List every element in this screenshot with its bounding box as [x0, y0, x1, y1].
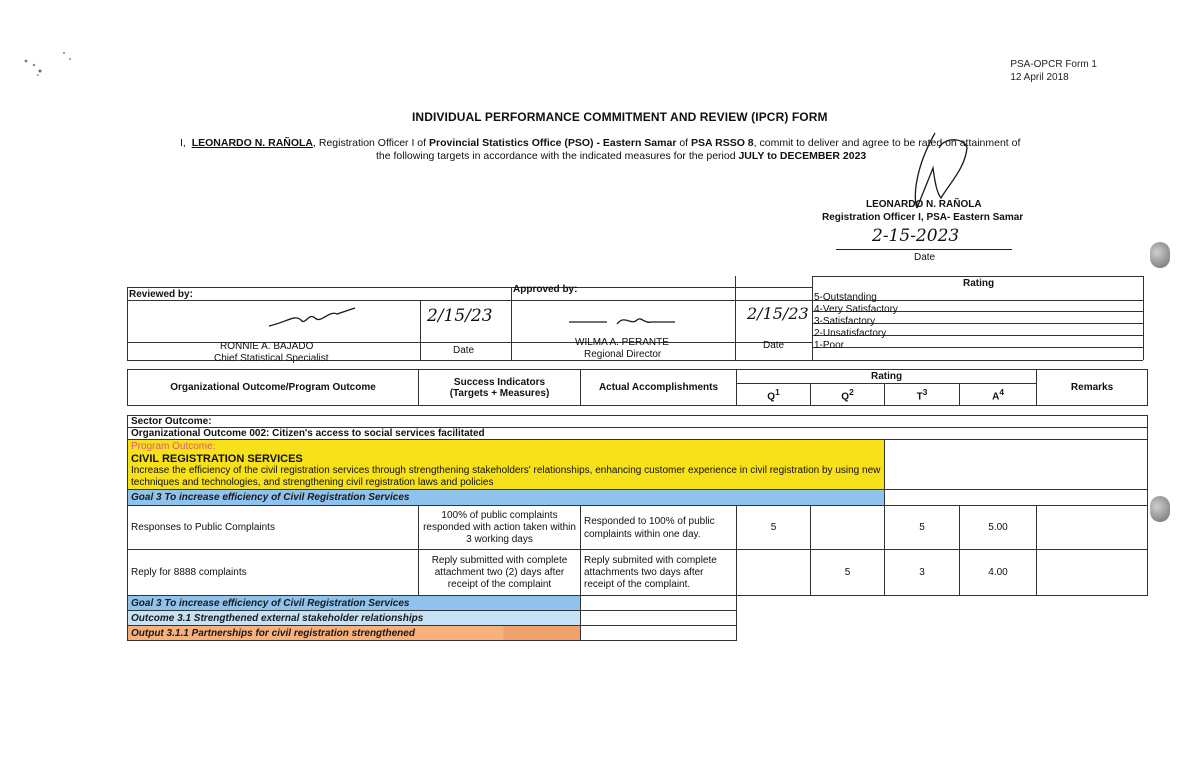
table-row: [128, 550, 1148, 596]
outcome-empty-a: [581, 611, 737, 626]
row-indicator: 100% of public complaints responded with action taken within 3 working days: [419, 506, 581, 550]
header-a4: [960, 384, 1037, 406]
rule: [420, 300, 421, 360]
row-actual: Responded to 100% of public complaints within one day.: [581, 506, 737, 550]
approver-title: Regional Director: [584, 349, 662, 360]
rule: [1143, 276, 1144, 360]
page-title: INDIVIDUAL PERFORMANCE COMMITMENT AND REVIEW (IPCR) FORM: [412, 110, 828, 124]
header-rating: Rating: [737, 370, 1037, 384]
table-row: [128, 506, 1148, 550]
org-outcome-row: [128, 428, 1148, 440]
signatory-name: LEONARDO N. RAÑOLA: [866, 199, 982, 210]
goal-row-2: [128, 596, 1148, 611]
outcome-row: [128, 611, 1148, 626]
outcome-empty-b: [737, 611, 1148, 626]
rule: [511, 287, 512, 360]
output-label: Output 3.1.1 Partnerships for civil registration strengthened: [128, 626, 581, 641]
reviewed-by-label: Reviewed by:: [129, 289, 193, 300]
rule: [735, 276, 736, 360]
rating-scale-3: 3-Satisfactory: [814, 316, 876, 327]
review-approval-table: [127, 276, 1143, 364]
row-outcome: Responses to Public Complaints: [128, 506, 419, 550]
rule: [812, 276, 813, 360]
signature-line: [836, 249, 1012, 250]
rating-scale-2: 2-Unsatisfactory: [814, 328, 887, 339]
row-t3: 5: [885, 506, 960, 550]
rating-scale-1: 1-Poor: [814, 340, 845, 351]
approval-date-handwritten: 2/15/23: [747, 304, 809, 323]
spacer-row: [128, 406, 1148, 416]
rating-scale-4: 4-Very Satisfactory: [814, 304, 898, 315]
reviewer-name: RONNIE A. BAJADO: [220, 341, 314, 352]
form-number-code: PSA-OPCR Form 1: [1010, 59, 1097, 70]
sector-outcome: Sector Outcome:: [128, 416, 1148, 428]
goal-row: [128, 490, 1148, 506]
header-q1-letter: Q: [767, 391, 776, 403]
outcome-label: Outcome 3.1 Strengthened external stakeholder relationships: [128, 611, 581, 626]
row-q2: 5: [811, 550, 885, 596]
approver-name: WILMA A. PERANTE: [575, 337, 669, 348]
punch-hole: [1150, 496, 1170, 522]
commitment-text-b: of: [679, 137, 689, 149]
header-q2-sup: 2: [849, 386, 854, 397]
employee-name: LEONARDO N. RAÑOLA: [191, 137, 314, 149]
rule: [812, 347, 1143, 348]
header-success-indicators-line2: (Targets + Measures): [449, 387, 550, 399]
commitment-text-c: , commit to deliver and agree to be rated on attainment of: [753, 137, 1021, 149]
sector-outcome-row: [128, 416, 1148, 428]
output-empty-b: [737, 626, 1148, 641]
rule: [812, 276, 1143, 277]
header-success-indicators: [419, 370, 581, 406]
signatory-date-handwritten: 2-15-2023: [872, 226, 960, 246]
goal-2-empty-a: [581, 596, 737, 611]
goal-2-empty-b: [737, 596, 1148, 611]
review-date-handwritten: 2/15/23: [427, 306, 493, 326]
row-remarks: [1037, 506, 1148, 550]
header-outcome: Organizational Outcome/Program Outcome: [128, 370, 419, 406]
header-t3-letter: T: [916, 391, 923, 403]
header-q1-sup: 1: [775, 386, 780, 397]
output-row: [128, 626, 1148, 641]
program-outcome-label: Program Outcome:: [131, 441, 216, 452]
form-number-date: 12 April 2018: [1010, 72, 1069, 83]
punch-hole: [1150, 242, 1170, 268]
table-header-row: [128, 370, 1148, 384]
organizational-outcome: Organizational Outcome 002: Citizen's access to social services facilitated: [128, 428, 1148, 440]
reviewer-signature: [267, 304, 357, 334]
rsso-name: PSA RSSO 8: [691, 137, 754, 149]
reviewer-title: Chief Statistical Specialist: [214, 353, 329, 364]
header-q1: [737, 384, 811, 406]
header-remarks: Remarks: [1037, 370, 1148, 406]
approver-signature: [567, 310, 677, 330]
signatory-date-label: Date: [914, 252, 936, 263]
row-outcome: Reply for 8888 complaints: [128, 550, 419, 596]
program-outcome-cell: [128, 440, 885, 490]
rating-scale-5: 5-Outstanding: [814, 292, 877, 303]
goal-empty: [885, 490, 1148, 506]
row-actual: Reply submited with complete attachments two days after receipt of the complaint.: [581, 550, 737, 596]
rule: [127, 300, 1143, 301]
commitment-line-2: [376, 150, 866, 162]
goal-label: Goal 3 To increase efficiency of Civil Registration Services: [128, 490, 885, 506]
approved-by-label: Approved by:: [513, 284, 578, 295]
review-date-label: Date: [453, 345, 475, 356]
header-t3-sup: 3: [922, 386, 928, 397]
spacer-cell: [128, 406, 1148, 416]
program-title: CIVIL REGISTRATION SERVICES: [131, 453, 303, 465]
header-a4-sup: 4: [999, 386, 1004, 397]
header-success-indicators-line1: Success Indicators: [453, 376, 546, 388]
header-q2: [811, 384, 885, 406]
header-q2-letter: Q: [841, 391, 850, 403]
row-t3: 3: [885, 550, 960, 596]
program-outcome-row: [128, 440, 1148, 490]
commitment-prefix: I,: [180, 137, 186, 149]
program-outcome-empty: [885, 440, 1148, 490]
scan-speckle-mark: [20, 45, 80, 85]
row-remarks: [1037, 550, 1148, 596]
goal-2-label: Goal 3 To increase efficiency of Civil Registration Services: [128, 596, 581, 611]
header-t3: [885, 384, 960, 406]
row-q2: [811, 506, 885, 550]
ipcr-table: [127, 369, 1148, 641]
row-q1: [737, 550, 811, 596]
row-q1: 5: [737, 506, 811, 550]
rule: [127, 287, 812, 288]
row-indicator: Reply submitted with complete attachment two (2) days after receipt of the complaint: [419, 550, 581, 596]
header-a4-letter: A: [992, 391, 1000, 403]
rating-label: Rating: [963, 278, 995, 289]
office-name: Provincial Statistics Office (PSO) - Eastern Samar: [428, 137, 677, 149]
period: JULY to DECEMBER 2023: [738, 150, 867, 162]
row-a4: 4.00: [960, 550, 1037, 596]
signatory-position: Registration Officer I, PSA- Eastern Samar: [822, 212, 1024, 223]
commitment-line2-text: the following targets in accordance with the indicated measures for the period: [376, 150, 736, 162]
form-number: [1010, 58, 1097, 84]
commitment-text-a: , Registration Officer I of: [313, 137, 427, 149]
header-actual-accomplishments: Actual Accomplishments: [581, 370, 737, 406]
row-a4: 5.00: [960, 506, 1037, 550]
output-empty-a: [581, 626, 737, 641]
program-description: Increase the efficiency of the civil registration services through strengthening stakeholders' relationships, enhancing customer experience in civil registration by using new techniques and technologies, and strengthening civil registration laws and policies: [131, 465, 881, 488]
rule: [127, 287, 128, 360]
approval-date-label: Date: [763, 340, 785, 351]
